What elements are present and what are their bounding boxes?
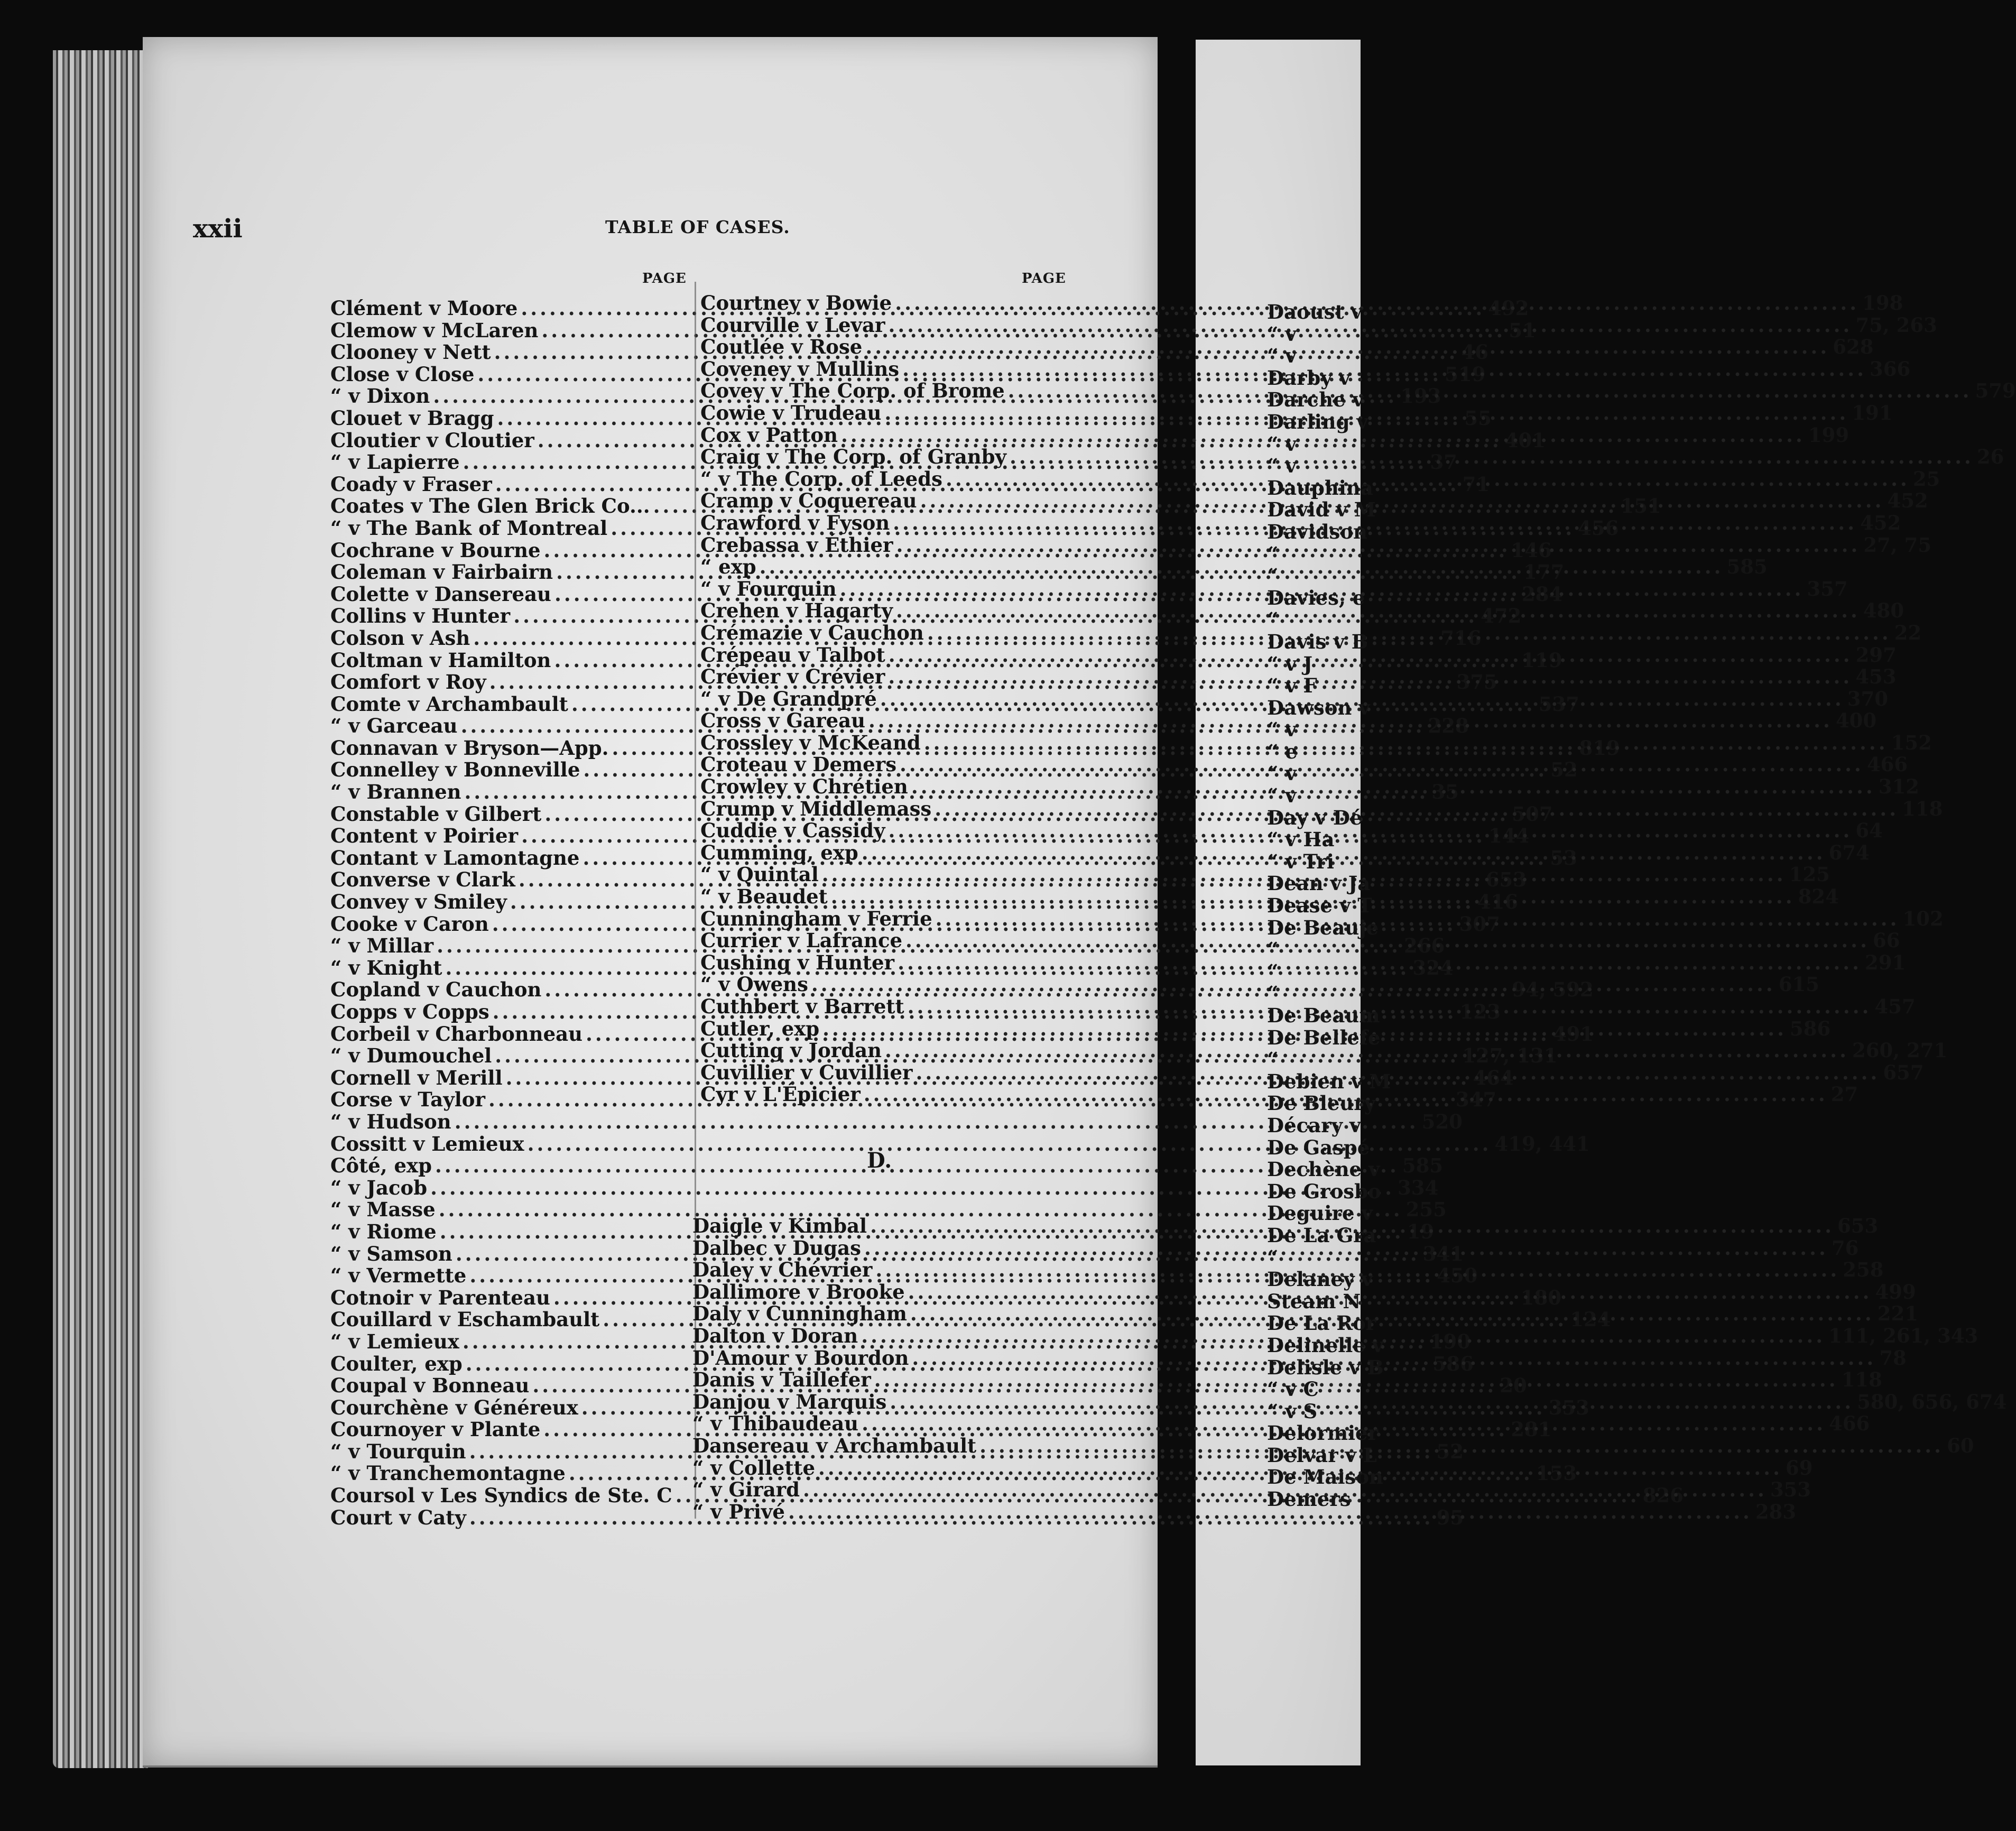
facing-page-entry: Delaney v [1267,1268,1373,1291]
case-name: “ v Masse [330,1198,436,1222]
case-name: “ v Fourquin [700,577,837,600]
facing-page-entry: “ v J [1267,652,1313,676]
case-page-number: 119 [1521,648,1562,672]
facing-page-entry: De Beauje [1267,916,1379,939]
case-page-number: 118 [1841,1368,1882,1392]
facing-page-entry: Davies, e [1267,586,1365,609]
case-page-number: 260, 271 [1852,1039,1948,1062]
facing-page-entry: “ v [1267,344,1297,368]
case-name: “ v Knight [330,956,442,979]
case-page-number: 102 [1902,907,1944,930]
case-page-number: 416 [1477,890,1518,914]
case-name: Cuddie v Cassidy [700,819,885,843]
case-page-number: 37 [1430,450,1457,474]
facing-page-entry: Darche v [1267,388,1364,412]
facing-page-entry: “ v [1267,718,1297,742]
case-name: Cloutier v Cloutier [330,428,534,452]
case-page-number: 19 [1407,1219,1435,1243]
case-name: Cushing v Hunter [700,950,895,974]
case-page-number: 452 [1887,489,1928,513]
case-name: “ v The Corp. of Leeds [700,467,942,491]
dot-leader [932,908,1903,930]
section-letter-d: D. [867,1148,892,1173]
facing-page-entry: De Beaum [1267,1004,1380,1027]
case-name: Côté, exp [330,1154,432,1178]
case-page-number: 312 [1878,775,1919,799]
facing-page-entry: De Gaspé [1267,1135,1370,1159]
case-name: Cuvillier v Cuvillier [700,1060,913,1084]
case-name: Coupal v Bonneau [330,1374,530,1398]
case-page-number: 78 [1879,1346,1907,1370]
case-name: Connelley v Bonneville [330,758,580,782]
case-name: “ v Millar [330,934,434,958]
case-page-number: 22 [1894,621,1922,644]
case-name: Couillard v Eschambault [330,1308,600,1331]
case-page-number: 375 [1456,670,1497,694]
case-name: Coveney v Mullins [700,357,900,381]
case-name: “ v Tourquin [330,1439,466,1463]
case-page-number: 657 [1883,1060,1924,1084]
case-page-number: 653 [1485,868,1527,892]
case-page-number: 26 [1976,445,2004,469]
case-name: Coleman v Fairbairn [330,560,553,584]
dot-leader [432,1155,1402,1177]
case-name: Cutting v Jordan [700,1039,882,1062]
case-name: Cochrane v Bourne [330,538,541,562]
case-page-number: 453 [1855,665,1897,689]
facing-page-entry: Darling v [1267,410,1368,433]
case-page-number: 466 [1866,753,1908,776]
case-page-number: 520 [1421,1109,1463,1133]
case-name: “ exp [700,555,756,579]
case-page-number: 255 [1405,1198,1447,1222]
case-page-number: 480 [1863,599,1904,623]
case-name: “ v Girard [692,1478,800,1502]
case-name: “ v Dumouchel [330,1044,492,1068]
dot-leader [924,622,1894,644]
case-name: Clément v Moore [330,297,518,320]
case-name: “ v Vermette [330,1264,467,1288]
right-column-page-heading: PAGE [1022,271,1066,286]
case-page-number: 826 [1642,1484,1684,1508]
case-page-number: 347 [1455,1088,1497,1112]
facing-page-entry: Deguire v [1267,1201,1373,1225]
facing-page-entry: Steam N [1267,1289,1361,1313]
case-page-number: 507 [1512,802,1553,826]
case-name: Cutler, exp [700,1016,820,1040]
case-name: Coursol v Les Syndics de Ste. C [330,1484,672,1508]
dot-leader [917,490,1888,512]
facing-page-entry: “ [1267,982,1279,1005]
dot-leader [909,1347,1879,1370]
case-page-number: 464 [1473,1066,1514,1089]
facing-page-entry: “ v [1267,454,1297,478]
facing-page-entry: “ v Ha [1267,828,1335,852]
case-name: “ v De Grandpré [700,687,877,710]
case-page-number: 519 [1445,362,1486,386]
case-page-number: 824 [1798,885,1839,909]
facing-page-entry: “ v [1267,322,1297,346]
case-name: “ v The Bank of Montreal [330,516,608,540]
case-page-number: 586 [1789,1016,1831,1040]
case-page-number: 457 [1874,995,1916,1018]
case-page-number: 266 [1404,934,1445,958]
case-name: Courtney v Bowie [700,291,892,315]
case-name: “ v Owens [700,973,808,996]
case-name: Cowie v Trudeau [700,401,882,424]
case-page-number: 69 [1785,1456,1813,1479]
case-page-number: 284 [1521,582,1563,606]
case-name: Crehen v Hagarty [700,599,893,623]
facing-page-entry: “ v [1267,784,1297,808]
case-name: Cunningham v Ferrie [700,907,932,930]
case-name: Cornell v Merill [330,1066,503,1089]
facing-page-entry: “ v [1267,762,1297,785]
case-name: Cossitt v Lemieux [330,1132,524,1155]
case-page-number: 580, 656, 674 [1857,1390,2007,1413]
case-page-number: 357 [1807,577,1848,600]
case-page-number: 52 [1436,1439,1464,1463]
facing-page-entry: “ v Tri [1267,849,1334,873]
left-column-page-heading: PAGE [642,271,687,286]
facing-page-entry: Demers [1267,1487,1351,1511]
case-name: Cotnoir v Parenteau [330,1286,550,1309]
case-page-number: 628 [1833,335,1874,359]
facing-page-entry: De Bleury [1267,1092,1376,1115]
case-page-number: 123 [1459,1000,1501,1023]
case-page-number: 51 [1509,318,1536,342]
case-name: Court v Caty [330,1505,466,1529]
facing-page-entry: “ v F [1267,674,1317,698]
case-page-number: 118 [1902,797,1943,820]
case-name: Coulter, exp [330,1352,463,1375]
case-page-number: 401 [1504,428,1546,452]
case-name: Cuthbert v Barrett [700,995,904,1018]
case-page-number: 615 [1778,973,1820,996]
case-name: Crossley v McKeand [700,730,921,754]
facing-page-entry: “ e [1267,739,1298,763]
case-page-number: 819 [1579,736,1620,760]
dot-leader [756,556,1727,578]
case-page-number: 585 [1402,1154,1444,1178]
case-page-number: 124 [1570,1308,1611,1331]
dot-leader [427,1177,1398,1199]
case-name: Courville v Levar [700,313,885,337]
case-page-number: 491 [1552,1022,1594,1046]
case-page-number: 334 [1398,1176,1439,1199]
case-name: Dallimore v Brooke [692,1280,905,1303]
case-name: D'Amour v Bourdon [692,1346,909,1370]
facing-page-entry: Décary v [1267,1113,1361,1137]
case-page-number: 191 [1852,401,1893,424]
case-page-number: 35 [1431,780,1459,804]
dot-leader [907,1303,1878,1325]
case-page-number: 586 [1432,1352,1474,1375]
case-name: Crawford v Fyson [700,511,890,534]
case-name: Corse v Taylor [330,1088,485,1112]
case-page-number: 71 [1462,472,1490,496]
case-page-number: 653 [1837,1214,1879,1237]
case-page-number: 27 [1830,1083,1858,1106]
case-page-number: 221 [1877,1302,1919,1326]
case-name: Dalton v Doran [692,1324,858,1347]
case-name: Copps v Copps [330,1000,489,1023]
case-name: Comfort v Roy [330,670,486,694]
case-name: Cyr v L'Épicier [700,1083,861,1106]
case-page-number: 281 [1511,1418,1552,1441]
dot-leader [942,468,1913,491]
facing-page-entry: Dawson v [1267,696,1370,719]
case-page-number: 53 [1550,846,1577,870]
case-name: Constable v Gilbert [330,802,542,826]
case-page-number: 537 [1538,692,1579,716]
case-name: Crévier v Crévier [700,665,885,689]
case-page-number: 450 [1437,1264,1478,1288]
case-page-number: 193 [1400,384,1441,408]
case-page-number: 472 [1481,604,1522,628]
case-name: Danis v Taillefer [692,1368,871,1392]
case-page-number: 153 [1536,1462,1577,1485]
dot-leader [976,1435,1947,1457]
case-name: “ v Beaudet [700,885,828,909]
case-name: Dalbec v Dugas [692,1236,861,1260]
facing-page-entry: De Grosbo [1267,1179,1381,1203]
case-name: “ v Collette [692,1456,816,1479]
case-name: “ v Brannen [330,780,461,804]
facing-page-entry: Delvar v L [1267,1443,1377,1467]
case-page-number: 307 [1459,912,1500,936]
case-name: Comte v Archambault [330,692,568,716]
case-page-number: 353 [1548,1395,1589,1419]
facing-page-entry: De Maison [1267,1465,1383,1489]
case-name: Danjou v Marquis [692,1390,887,1413]
case-name: “ v Quintal [700,863,819,886]
case-name: Covey v The Corp. of Brome [700,379,1005,403]
facing-page-entry: Dauphina [1267,476,1373,500]
case-name: Clooney v Nett [330,340,491,364]
case-name: Convey v Smiley [330,890,507,914]
facing-page-entry: “ [1267,608,1279,632]
case-name: “ v Jacob [330,1176,428,1199]
facing-page-entry: Debien v M [1267,1069,1391,1093]
case-page-number: 46 [1461,340,1489,364]
facing-page-entry: Daoust v [1267,300,1362,323]
page-folio: xxii [193,214,243,244]
case-name: Crump v Middlemass [700,797,932,820]
facing-page-entry: “ [1267,938,1279,961]
facing-page-entry: Davis v B [1267,630,1368,653]
case-name: Cox v Patton [700,423,838,447]
facing-page-entry: De La Ror [1267,1311,1376,1335]
case-name: Cooke v Caron [330,912,489,936]
case-name: Cross v Gareau [700,709,866,733]
case-page-number: 341 [1422,1242,1464,1265]
case-page-number: 144 [1488,824,1530,848]
facing-page-entry: “ [1267,1245,1279,1269]
case-name: Crebassa v Éthier [700,533,893,557]
case-page-number: 456 [1578,516,1619,540]
case-page-number: 716 [1440,626,1482,650]
case-page-number: 55 [1464,406,1492,430]
case-page-number: 75, 263 [1855,313,1937,337]
case-name: Cumming, exp [700,840,858,864]
case-page-number: 95 [1436,1505,1464,1529]
facing-page-entry: “ [1267,1048,1279,1071]
case-page-number: 492 [1488,297,1529,320]
case-name: Croteau v Demers [700,753,897,776]
facing-page-entry: De Bellefe [1267,1025,1381,1049]
case-name: “ v Samson [330,1242,452,1265]
facing-page-entry: Dean v Ja [1267,872,1371,895]
facing-page-entry: Dechène v [1267,1158,1380,1181]
case-name: Copland v Cauchon [330,978,542,1002]
facing-page-entry: Darby v [1267,366,1351,390]
case-name: Colette v Dansereau [330,582,551,606]
case-page-number: 66 [1872,929,1900,953]
case-name: Cournoyer v Plante [330,1418,541,1441]
case-page-number: 228 [1428,714,1469,738]
case-page-number: 370 [1847,687,1888,710]
case-page-number: 27, 75 [1863,533,1932,557]
case-page-number: 452 [1860,511,1901,534]
facing-page-entry: De La Gra [1267,1223,1376,1247]
facing-page-entry: Delinelle v [1267,1333,1384,1357]
case-name: “ v Privé [692,1500,785,1523]
facing-page-entry: “ v C [1267,1377,1319,1401]
dot-leader [1005,380,1975,402]
case-page-number: 64 [1855,819,1883,843]
case-page-number: 297 [1855,643,1897,667]
case-name: Coltman v Hamilton [330,648,551,672]
facing-page-entry: Day v Dé [1267,806,1363,829]
case-page-number: 283 [1755,1500,1797,1523]
page-title: TABLE OF CASES. [605,217,790,237]
case-page-number: 76 [1831,1236,1859,1260]
dot-leader [908,776,1879,798]
case-name: “ v Thibaudeau [692,1412,859,1436]
case-name: Crémazie v Cauchon [700,621,924,644]
dot-leader [1006,446,1977,468]
facing-page-entry: “ [1267,564,1279,588]
case-page-number: 258 [1843,1258,1884,1282]
case-name: “ v Lemieux [330,1329,459,1353]
facing-page-entry: “ v [1267,432,1297,456]
case-page-number: 466 [1828,1412,1870,1436]
case-name: Clouet v Bragg [330,406,494,430]
case-page-number: 499 [1875,1280,1916,1303]
facing-page-entry: Dease v T [1267,894,1372,918]
case-page-number: 324 [1412,956,1454,979]
case-name: Daigle v Kimbal [692,1214,867,1237]
facing-page-column [1267,301,1391,1511]
facing-page-entry: Delisle v B [1267,1355,1384,1379]
case-page-number: 674 [1828,840,1870,864]
case-name: Currier v Lafrance [700,929,903,953]
case-page-number: 94, 592 [1512,978,1594,1002]
case-page-number: 400 [1835,709,1877,733]
case-page-number: 198 [1862,291,1903,315]
case-page-number: 419, 441 [1494,1132,1590,1155]
case-name: Contant v Lamontagne [330,846,580,870]
case-name: “ v Tranchemontagne [330,1462,566,1485]
case-name: Coady v Fraser [330,472,492,496]
case-page-number: 291 [1864,950,1906,974]
case-name: Craig v The Corp. of Granby [700,445,1007,469]
case-name: Collins v Hunter [330,604,511,628]
case-name: Converse v Clark [330,868,515,892]
case-name: Dansereau v Archambault [692,1434,977,1457]
facing-page-entry: “ [1267,959,1279,983]
dot-leader [921,732,1891,754]
case-name: Corbeil v Charbonneau [330,1022,582,1046]
dot-leader [912,1062,1883,1084]
case-name: Crépeau v Talbot [700,643,885,667]
book-page-edges [53,50,148,1768]
case-page-number: 353 [1770,1478,1811,1502]
dot-leader [931,798,1902,820]
case-name: Courchène v Généreux [330,1395,578,1419]
case-page-number: 60 [1947,1434,1974,1457]
case-page-number: 146 [1511,538,1552,562]
case-name: Coates v The Glen Brick Co... [330,494,650,518]
case-page-number: 177 [1523,560,1565,584]
case-page-number: 579 [1975,379,2016,403]
case-page-number: 25 [1912,467,1940,491]
case-name: Clemow v McLaren [330,318,539,342]
case-page-number: 52 [1550,758,1578,782]
case-name: Connavan v Bryson—App. [330,736,609,760]
case-name: “ v Lapierre [330,450,460,474]
case-name: Daley v Chévrier [692,1258,873,1282]
case-page-number: 151 [1620,494,1661,518]
case-name: Daly v Cunningham [692,1302,907,1326]
case-page-number: 199 [1808,423,1849,447]
case-name: Cramp v Coquereau [700,489,917,513]
facing-page-entry: David v M [1267,498,1376,522]
case-name: “ v Hudson [330,1109,451,1133]
case-name: “ v Riome [330,1219,437,1243]
case-page-number: 585 [1726,555,1768,579]
facing-page-entry: “ v S [1267,1399,1318,1423]
case-name: Coutlée v Rose [700,335,863,359]
case-page-number: 127, 131 [1462,1044,1558,1068]
case-name: Crowley v Chrétien [700,775,908,799]
case-page-number: 366 [1870,357,1911,381]
case-name: “ v Garceau [330,714,458,738]
facing-page-entry: “ [1267,542,1279,566]
case-page-number: 190 [1429,1329,1471,1353]
facing-page-entry: Davidson [1267,520,1367,543]
case-page-number: 20 [1500,1374,1527,1398]
case-page-number: 180 [1520,1286,1561,1309]
case-page-number: 125 [1789,863,1830,886]
case-name: Content v Poirier [330,824,519,848]
case-page-number: 111, 261, 343 [1828,1324,1978,1347]
facing-page-entry: Delormier [1267,1421,1379,1445]
case-page-number: 152 [1891,730,1932,754]
case-name: Close v Close [330,362,475,386]
case-name: “ v Dixon [330,384,430,408]
case-name: Colson v Ash [330,626,470,650]
